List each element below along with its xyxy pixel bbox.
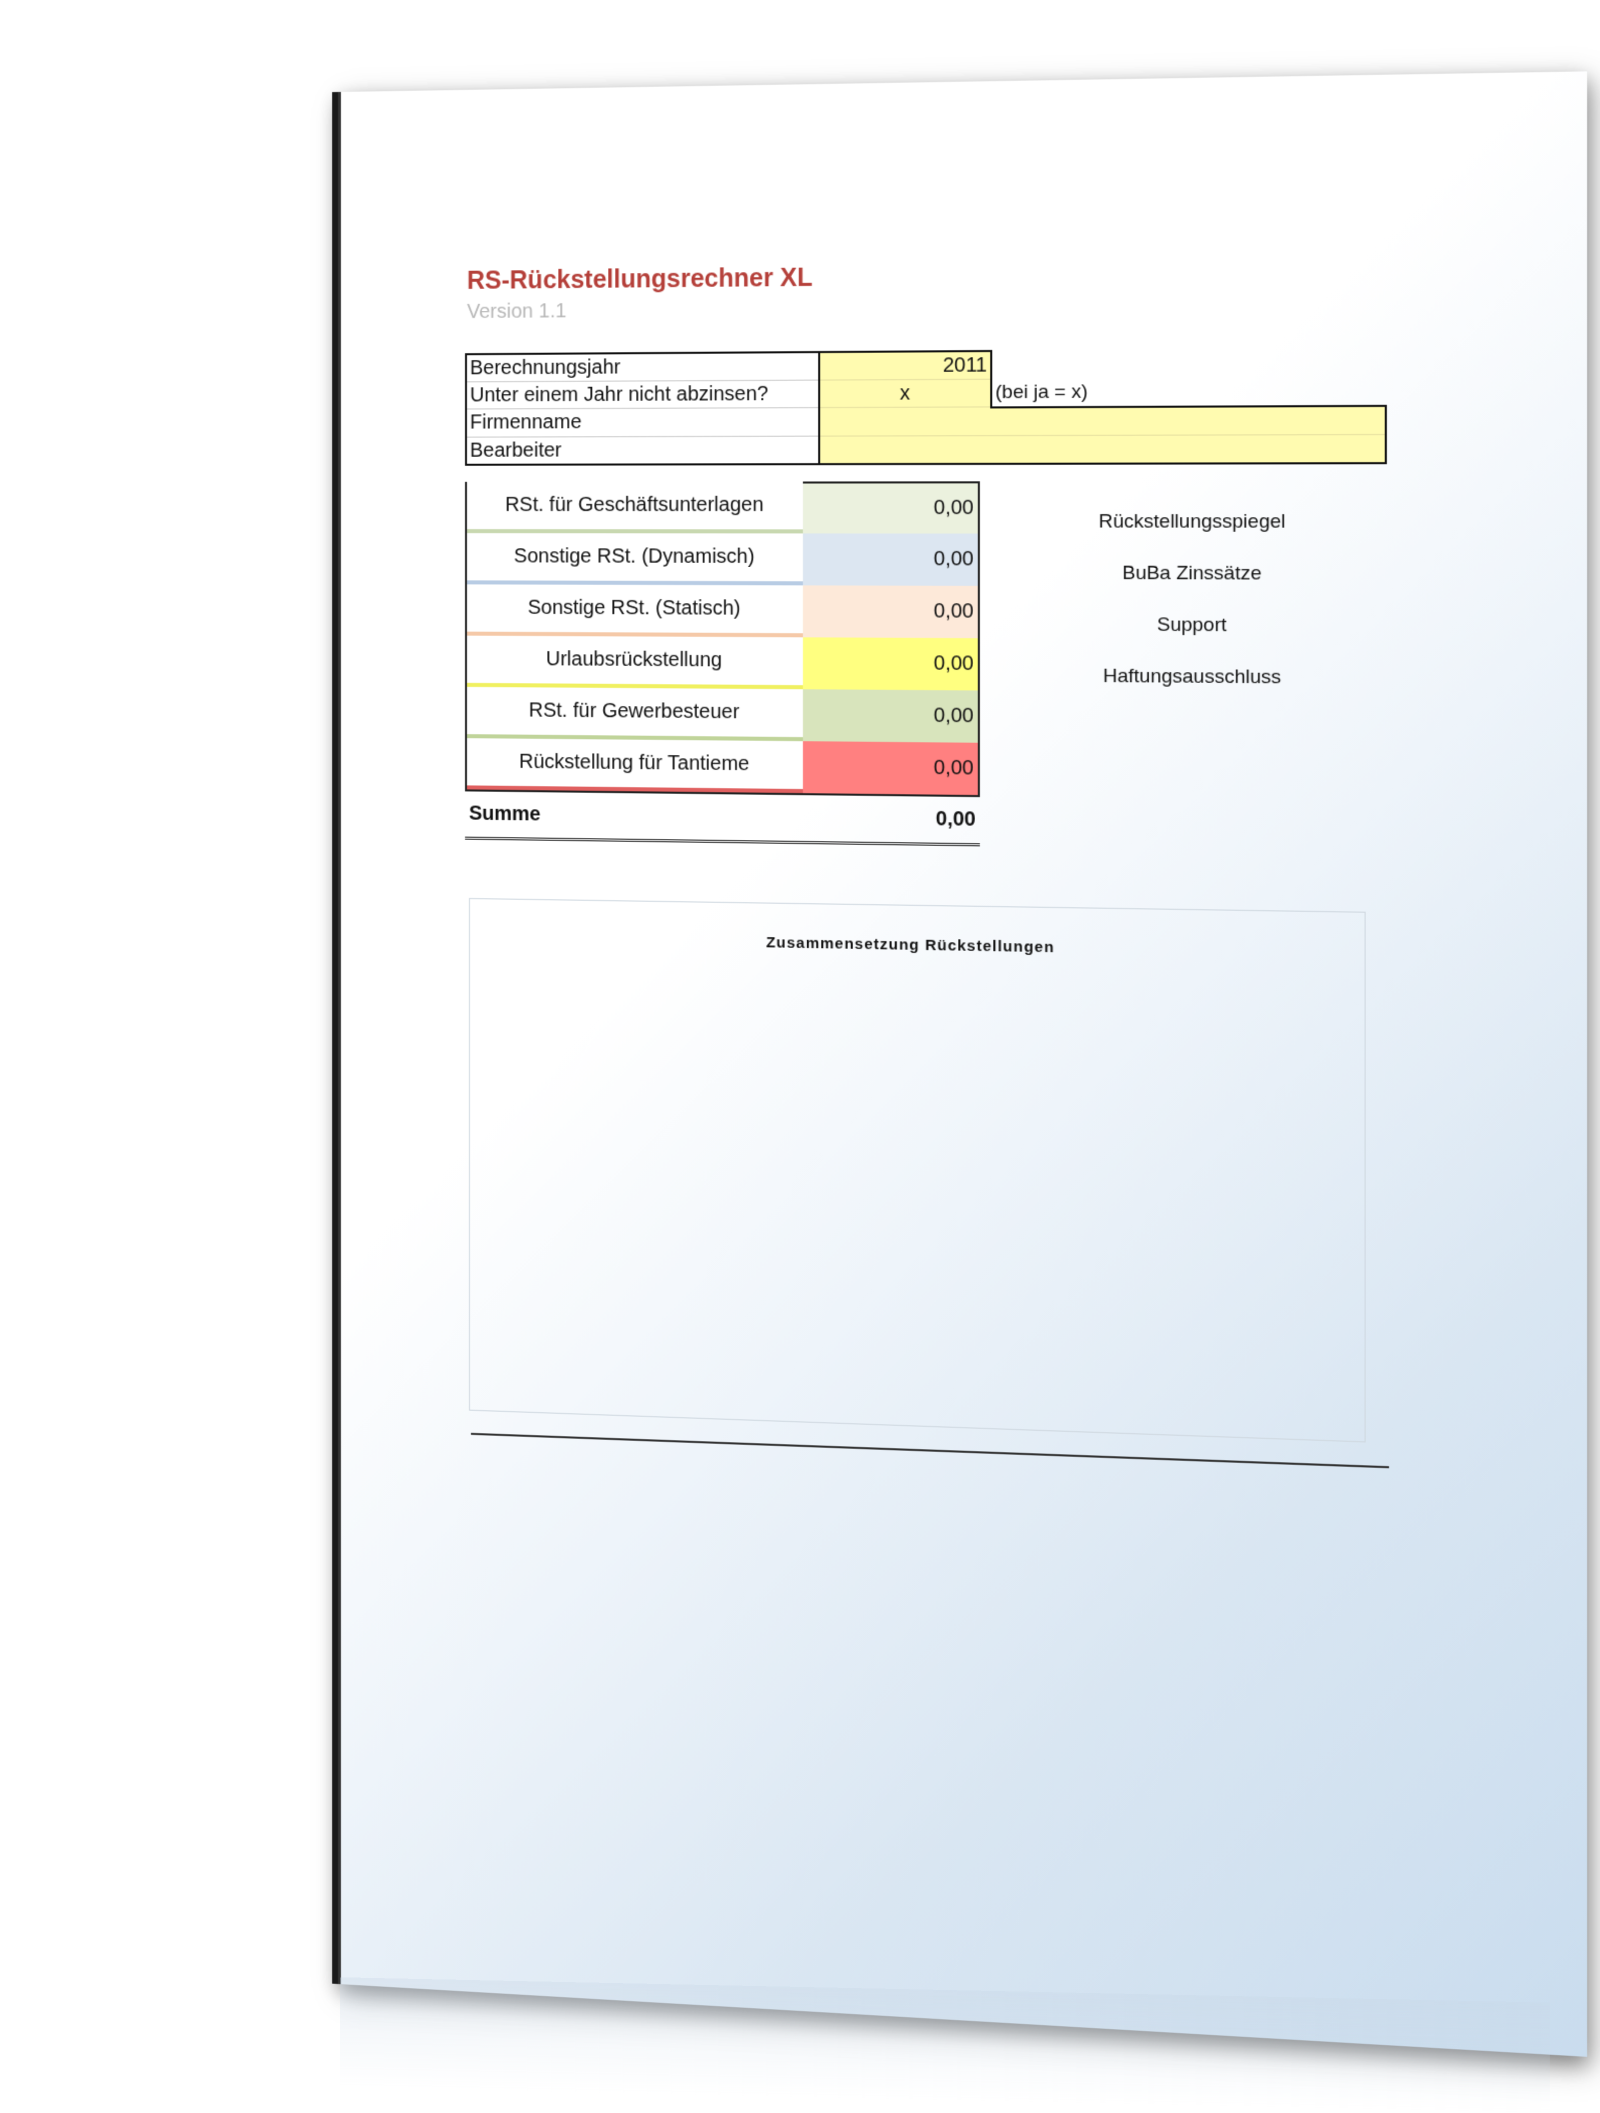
result-label: Urlaubsrückstellung: [467, 636, 803, 690]
sum-label: Summe: [468, 802, 541, 826]
result-value: 0,00: [803, 741, 980, 795]
chart-area: [469, 898, 1366, 1442]
input-label: Bearbeiter: [466, 436, 819, 465]
document-title: RS-Rückstellungsrechner XL: [466, 263, 813, 295]
input-row-editor: [466, 434, 1386, 464]
result-value: 0,00: [803, 689, 980, 743]
input-row-discount: [466, 377, 1386, 409]
chart-title: Zusammensetzung Rückstellungen: [766, 934, 1055, 957]
link-buba-zinssaetze[interactable]: BuBa Zinssätze: [1122, 562, 1262, 585]
results-table: [465, 481, 980, 846]
editor-input[interactable]: [819, 435, 991, 464]
editor-input-extension[interactable]: [991, 434, 1386, 463]
result-row: [465, 584, 980, 638]
result-row: [465, 636, 980, 691]
link-support[interactable]: Support: [1156, 614, 1227, 637]
year-input[interactable]: 2011: [819, 351, 991, 380]
input-row-year: [466, 349, 1386, 382]
result-value: 0,00: [803, 533, 980, 585]
result-value: 0,00: [803, 637, 980, 690]
input-label: Unter einem Jahr nicht abzinsen?: [466, 380, 819, 409]
version-label: Version 1.1: [466, 300, 567, 324]
company-input-extension[interactable]: [991, 405, 1386, 435]
result-label: Sonstige RSt. (Dynamisch): [467, 533, 803, 585]
sum-row: [465, 789, 980, 846]
result-label: Rückstellung für Tantieme: [467, 738, 803, 793]
result-label: RSt. für Geschäftsunterlagen: [467, 481, 803, 533]
input-label: Berechnungsjahr: [466, 352, 819, 382]
input-hint: (bei ja = x): [991, 377, 1386, 407]
spreadsheet-page: [338, 71, 1587, 2056]
result-row: [465, 687, 980, 743]
link-rueckstellungsspiegel[interactable]: Rückstellungsspiegel: [1098, 511, 1286, 533]
result-row: [465, 738, 980, 795]
result-value: 0,00: [803, 585, 980, 638]
result-value: 0,00: [803, 481, 980, 533]
company-input[interactable]: [819, 407, 991, 436]
result-row: [465, 481, 980, 533]
input-table: [465, 348, 1387, 466]
input-row-company: [466, 405, 1386, 436]
result-row: [465, 533, 980, 586]
link-haftungsausschluss[interactable]: Haftungsausschluss: [1103, 665, 1282, 689]
sum-value: 0,00: [935, 807, 976, 831]
navigation-links: [1036, 510, 1350, 718]
discount-input[interactable]: x: [819, 379, 991, 407]
input-hint: [991, 349, 1386, 380]
input-label: Firmenname: [466, 408, 819, 437]
result-label: Sonstige RSt. (Statisch): [467, 584, 803, 637]
result-label: RSt. für Gewerbesteuer: [467, 687, 803, 741]
